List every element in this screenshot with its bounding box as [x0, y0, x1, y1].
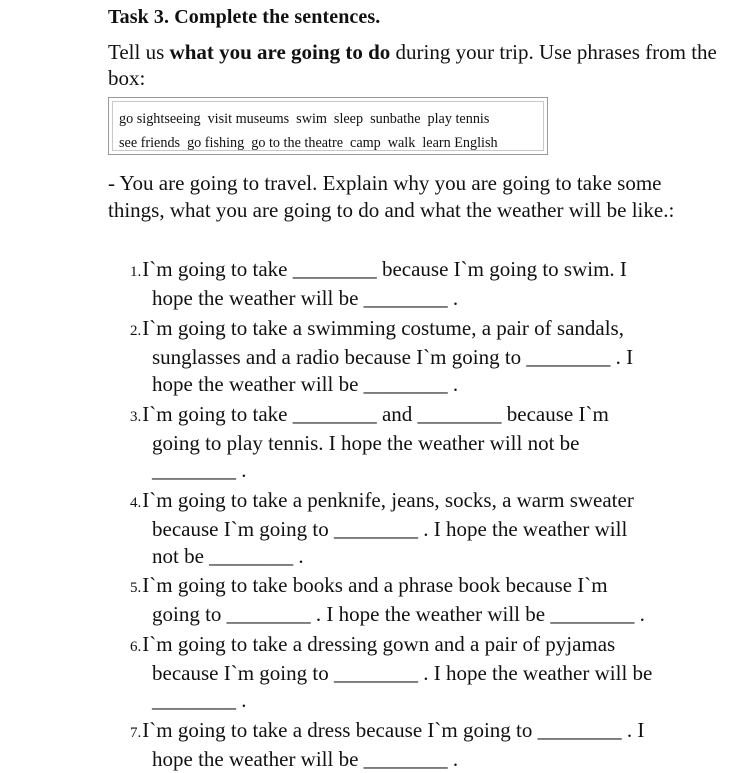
sentence-line: not be ________ . — [152, 543, 304, 568]
sentence-line: going to ________ . I hope the weather will be ________ . — [152, 602, 645, 627]
phrase: sleep — [333, 111, 364, 127]
phrase: walk — [387, 135, 416, 151]
item-number: 7. — [130, 725, 142, 741]
explanation-text: - You are going to travel. Explain why you are going to take some things, what you are going to do and what the weather will be like.: — [108, 171, 675, 222]
sentence-line: hope the weather will be ________ . — [152, 371, 459, 396]
sentence-line: I`m going to take ________ because I`m going to swim. I — [142, 257, 627, 281]
instructions-post: during your trip. Use phrases from the box: — [108, 40, 717, 90]
sentence-line: hope the weather will be ________ . — [152, 286, 459, 311]
phrase: visit museums — [207, 111, 290, 127]
phrase: learn English — [422, 135, 498, 151]
sentence-line: I`m going to take ________ and ________ because I`m — [142, 402, 609, 426]
phrase: play tennis — [427, 111, 490, 127]
sentence-line: hope the weather will be ________ . — [152, 747, 459, 772]
sentence-line: I`m going to take a swimming costume, a pair of sandals, — [142, 316, 624, 340]
sentence-line: because I`m going to ________ . I hope the weather will be — [152, 661, 653, 686]
sentence-line: I`m going to take books and a phrase book because I`m — [142, 573, 608, 597]
phrase: sunbathe — [370, 111, 421, 127]
instructions-bold: what you are going to do — [169, 40, 391, 64]
phrase-row-1 — [119, 111, 496, 128]
sentence-line: ________ . — [152, 687, 247, 712]
item-number: 6. — [130, 639, 142, 655]
item-number: 1. — [130, 264, 142, 280]
sentence-line: sunglasses and a radio because I`m going to ________ . I — [152, 345, 634, 370]
sentence-line: ________ . — [152, 457, 247, 482]
sentence-line: I`m going to take a dressing gown and a pair of pyjamas — [142, 632, 616, 656]
phrase: swim — [296, 111, 327, 127]
sentence-item-7 — [130, 717, 710, 773]
phrase: go to the theatre — [251, 135, 344, 151]
sentence-item-5 — [130, 572, 710, 628]
item-number: 3. — [130, 409, 142, 425]
sentence-item-4 — [130, 487, 710, 569]
sentence-item-2 — [130, 315, 710, 397]
sentence-item-3 — [130, 401, 710, 483]
sentence-item-6 — [130, 631, 710, 713]
phrase: go fishing — [187, 135, 245, 151]
sentence-line: I`m going to take a penknife, jeans, socks, a warm sweater — [142, 488, 634, 512]
phrase: see friends — [119, 135, 181, 151]
item-number: 4. — [130, 495, 142, 511]
phrase-box — [108, 97, 548, 155]
sentence-line: because I`m going to ________ . I hope the weather will — [152, 517, 628, 542]
sentence-item-1 — [130, 256, 710, 312]
phrase: go sightseeing — [119, 111, 201, 127]
sentence-line: going to play tennis. I hope the weather will not be — [152, 431, 580, 456]
phrase: camp — [350, 135, 381, 151]
instructions-pre: Tell us — [108, 40, 170, 64]
sentence-line: I`m going to take a dress because I`m going to ________ . I — [142, 718, 645, 742]
item-number: 5. — [130, 580, 142, 596]
item-number: 2. — [130, 323, 142, 339]
task-title: Task 3. Complete the sentences. — [108, 6, 381, 28]
phrase-box-inner — [112, 101, 544, 151]
task-instructions — [108, 39, 728, 91]
phrase-row-2 — [119, 135, 505, 152]
